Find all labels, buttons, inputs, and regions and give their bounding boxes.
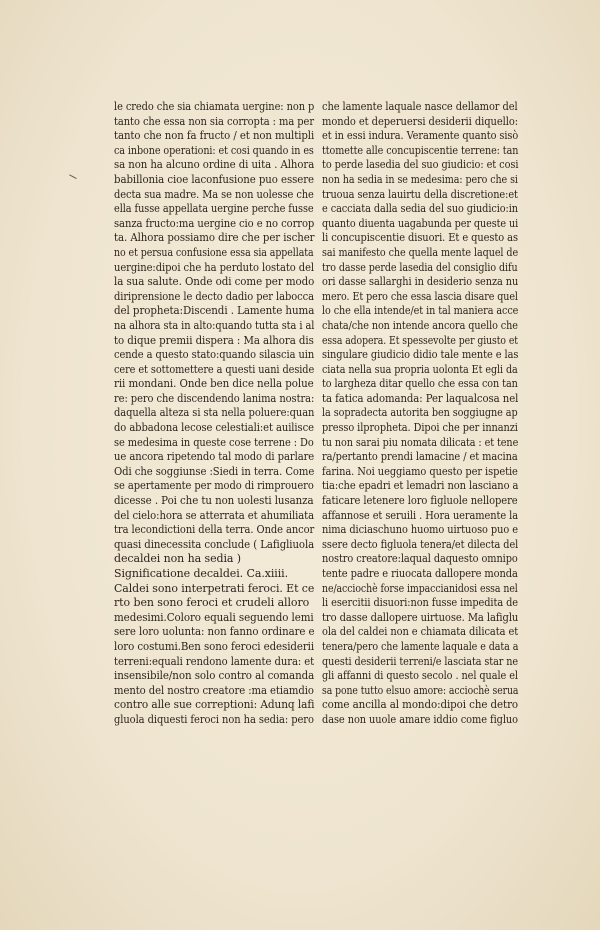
text-line: le credo che sia chiamata uergine: non p (114, 100, 315, 113)
text-line: rto ben sono feroci et crudeli alloro (114, 596, 310, 610)
text-line: truoua senza lauirtu della discretione:et (322, 187, 518, 201)
text-line: gluola diquesti feroci non ha sedia: pero (114, 712, 314, 726)
text-line: contro alle sue correptioni: Adunq lafi (114, 698, 315, 712)
margin-mark (67, 174, 76, 182)
text-line: no et persua confusione essa sia appellata (114, 245, 314, 259)
text-line: ella fusse appellata uergine perche fusse (114, 202, 314, 216)
text-line: re: pero che discendendo lanima nostra: (114, 391, 315, 405)
text-line: Odi che soggiunse :Siedi in terra. Come (114, 464, 315, 478)
text-line: ciata nella sua propria uolonta Et egli da (322, 362, 518, 376)
text-line: mero. Et pero che essa lascia disare quel (322, 289, 518, 303)
text-line: se apertamente per modo di rimprouero (114, 479, 314, 493)
text-line: ne/acciochè forse impaccianidosi essa nel (322, 581, 518, 595)
text-line: rii mondani. Onde ben dice nella polue (114, 377, 314, 391)
text-line: decta sua madre. Ma se non uolesse che (114, 187, 314, 201)
text-line: essa adopera. Et spessevolte per giusto et (322, 333, 518, 347)
text-line: tenera/pero che lamente laquale e data a (322, 639, 519, 653)
text-line: ta. Alhora possiamo dire che per ischer (114, 231, 315, 245)
text-line: non ha sedia in se medesima: pero che si (322, 172, 518, 186)
text-line: lo che ella intende/et in tal maniera acce (322, 304, 519, 318)
text-line: tia:che epadri et lemadri non lasciano a (322, 479, 519, 493)
text-line: li concupiscentie disuori. Et e questo as (322, 231, 518, 245)
text-line: dase non uuole amare iddio come figluo (322, 712, 518, 726)
text-line: singulare giudicio didio tale mente e las (322, 348, 519, 362)
text-line: tu non sarai piu nomata dilicata : et tene (322, 435, 519, 449)
text-line: sere loro uolunta: non fanno ordinare e (114, 625, 315, 639)
text-line: ra/pertanto prendi lamacine / et macina (322, 450, 518, 464)
text-line: gli affanni di questo secolo . nel quale el (322, 669, 518, 683)
text-line: chata/che non intende ancora quello che (322, 318, 518, 332)
text-line: questi desiderii terreni/e lasciata star ne (322, 654, 519, 668)
text-line: Caldei sono interpetrati feroci. Et ce (114, 581, 315, 595)
text-line: ue ancora ripetendo tal modo di parlare (114, 450, 315, 464)
text-line: mento del nostro creatore :ma etiamdio (114, 683, 314, 697)
text-line: sa non ha alcuno ordine di uita . Alhora (114, 158, 315, 172)
text-line: che lamente laquale nasce dellamor del (322, 100, 518, 113)
text-line: sai manifesto che quella mente laquel de (322, 245, 519, 259)
right-text-column (322, 100, 518, 728)
text-line: affannose et seruili . Hora ueramente la (322, 508, 518, 522)
text-line: to perde lasedia del suo giudicio: et cosi (322, 158, 519, 172)
text-line: cende a questo stato:quando silascia uin (114, 348, 315, 362)
text-line: farina. Noi ueggiamo questo per ispetie (322, 464, 518, 478)
text-line: ttomette alle concupiscentie terrene: tan (322, 143, 519, 157)
text-line: cere et sottomettere a questi uani deside (114, 362, 315, 376)
text-line: ori dasse sallarghi in desiderio senza nu (322, 275, 519, 289)
text-line: ssere decto figluola tenera/et dilecta del (322, 537, 519, 551)
text-line: ta fatica adomanda: Per laqualcosa nel (322, 391, 519, 405)
left-text-column (114, 100, 314, 728)
text-line: tro dasse perde lasedia del consiglio difu (322, 260, 518, 274)
text-line: quasi dinecessita conclude ( Lafigliuola (114, 537, 315, 551)
text-line: insensibile/non solo contro al comanda (114, 669, 315, 683)
text-line: loro costumi.Ben sono feroci edesiderii (114, 639, 315, 653)
text-line: terreni:equali rendono lamente dura: et (114, 654, 315, 668)
text-line: babillonia cioe laconfusione puo essere (114, 172, 314, 186)
text-line: sanza fructo:ma uergine cio e no corrop (114, 216, 315, 230)
text-line: uergine:dipoi che ha perduto lostato del (114, 260, 315, 274)
text-line: nima diciaschuno huomo uirtuoso puo e (322, 523, 518, 537)
text-line: Significatione decaldei. Ca.xiiii. (114, 567, 289, 580)
text-line: tro dasse dallopere uirtuose. Ma lafiglu (322, 610, 519, 624)
text-line: to dique premii dispera : Ma alhora dis (114, 333, 314, 347)
text-line: sa pone tutto elsuo amore: acciochè serua (322, 683, 519, 697)
text-line: del cielo:hora se atterrata et ahumiliata (114, 508, 315, 522)
text-line: ca inbone operationi: et cosi quando in es (114, 143, 314, 157)
text-line: diriprensione le decto dadio per labocca (114, 289, 314, 303)
text-line: tra lecondictioni della terra. Onde ancor (114, 523, 315, 537)
text-line: se medesima in queste cose terrene : Do (114, 435, 314, 449)
text-line: come ancilla al mondo:dipoi che detro (322, 698, 519, 712)
text-line: ola del caldei non e chiamata dilicata et (322, 625, 519, 639)
text-line: e cacciata dalla sedia del suo giudicio:in (322, 202, 518, 216)
text-line: to largheza ditar quello che essa con tan (322, 377, 518, 391)
text-line: medesimi.Coloro equali seguendo lemi (114, 610, 314, 624)
text-line: mondo et deperuersi desiderii diquello: (322, 114, 519, 128)
text-line: do abbadona lecose celestiali:et auilisce (114, 421, 314, 435)
text-line: nostro creatore:laqual daquesto omnipo (322, 552, 518, 566)
text-line: na alhora sta in alto:quando tutta sta i al (114, 318, 315, 332)
text-line: quanto diuenta uagabunda per queste ui (322, 216, 519, 230)
text-line: daquella alteza si sta nella poluere:quan (114, 406, 315, 420)
text-line: la sopradecta autorita ben soggiugne ap (322, 406, 518, 420)
text-line: faticare letenere loro figluole nellopere (322, 494, 518, 508)
text-line: tanto che essa non sia corropta : ma per (114, 114, 314, 128)
text-line: la sua salute. Onde odi come per modo (114, 275, 315, 289)
text-line: decaldei non ha sedia ) (114, 552, 242, 566)
text-line: dicesse . Poi che tu non uolesti lusanza (114, 494, 314, 508)
text-line: et in essi indura. Veramente quanto sisò (322, 129, 519, 143)
text-line: tente padre e riuocata dallopere monda (322, 567, 518, 580)
text-line: presso ilpropheta. Dipoi che per innanzi (322, 421, 518, 435)
text-line: del propheta:Discendi . Lamente huma (114, 304, 315, 318)
text-line: tanto che non fa fructo / et non multipli (114, 129, 315, 143)
text-line: li esercitii disuori:non fusse impedita de (322, 596, 518, 610)
